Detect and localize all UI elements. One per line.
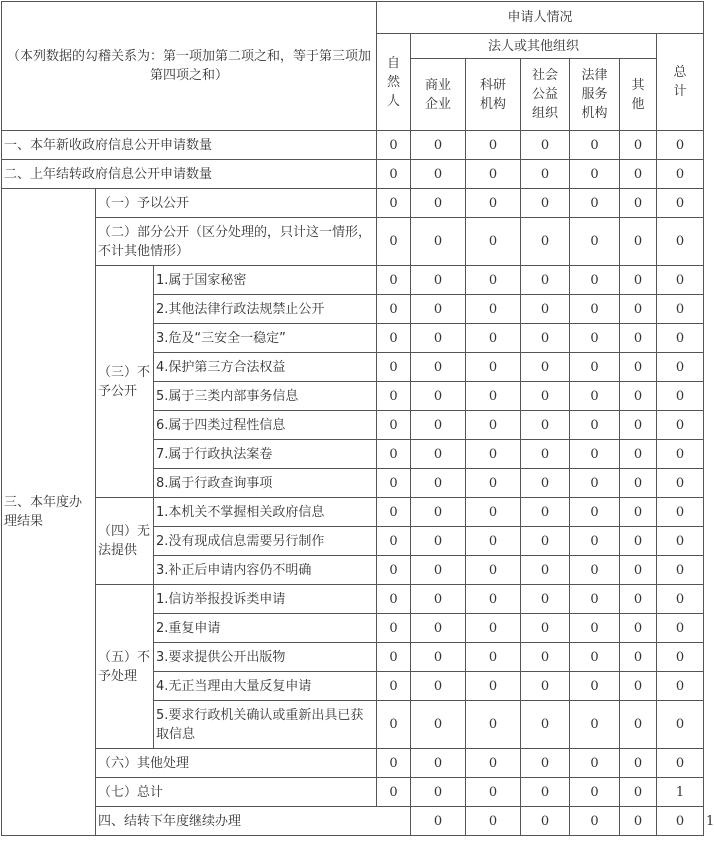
cell-value: 0 bbox=[377, 353, 411, 382]
cell-value: 0 bbox=[570, 218, 620, 266]
cell-value: 0 bbox=[466, 160, 521, 189]
cell-value: 0 bbox=[620, 440, 657, 469]
row-label: 6.属于四类过程性信息 bbox=[154, 411, 377, 440]
cell-value: 0 bbox=[570, 440, 620, 469]
cell-value: 0 bbox=[570, 131, 620, 160]
cell-value: 0 bbox=[657, 585, 704, 614]
cell-value: 0 bbox=[377, 527, 411, 556]
table-row bbox=[2, 218, 704, 266]
table-row bbox=[2, 498, 704, 527]
cell-value: 0 bbox=[620, 749, 657, 778]
cell-value: 0 bbox=[377, 382, 411, 411]
row-label: （七）总计 bbox=[96, 778, 377, 807]
cell-value: 0 bbox=[657, 266, 704, 295]
cell-value: 0 bbox=[466, 353, 521, 382]
cell-value: 0 bbox=[411, 749, 466, 778]
cell-value: 0 bbox=[570, 411, 620, 440]
cell-value: 0 bbox=[620, 672, 657, 701]
cell-value: 0 bbox=[466, 527, 521, 556]
cell-value: 0 bbox=[521, 411, 570, 440]
cell-value: 0 bbox=[411, 266, 466, 295]
cell-value: 0 bbox=[411, 160, 466, 189]
cell-value: 0 bbox=[521, 295, 570, 324]
cell-value: 0 bbox=[620, 701, 657, 749]
cell-value: 0 bbox=[620, 189, 657, 218]
application-results-table bbox=[1, 1, 714, 836]
cell-value: 0 bbox=[521, 556, 570, 585]
cell-value: 0 bbox=[377, 701, 411, 749]
cell-value: 0 bbox=[620, 131, 657, 160]
header-note: （本列数据的勾稽关系为：第一项加第二项之和，等于第三项加第四项之和） bbox=[2, 2, 377, 131]
cell-value: 0 bbox=[657, 131, 704, 160]
cell-value: 0 bbox=[570, 189, 620, 218]
cell-value: 0 bbox=[570, 778, 620, 807]
cell-value: 0 bbox=[570, 614, 620, 643]
cell-value: 0 bbox=[620, 643, 657, 672]
cell-value: 0 bbox=[620, 266, 657, 295]
cell-value: 0 bbox=[570, 469, 620, 498]
cell-value: 0 bbox=[377, 411, 411, 440]
cell-value: 0 bbox=[657, 749, 704, 778]
cell-value: 0 bbox=[411, 498, 466, 527]
cell-value: 0 bbox=[377, 295, 411, 324]
cell-value: 0 bbox=[377, 469, 411, 498]
cell-value: 0 bbox=[411, 585, 466, 614]
cell-value: 0 bbox=[411, 189, 466, 218]
cell-value: 0 bbox=[377, 614, 411, 643]
table-row bbox=[2, 131, 704, 160]
cell-value: 0 bbox=[570, 498, 620, 527]
cell-value: 0 bbox=[521, 131, 570, 160]
cell-value: 0 bbox=[521, 469, 570, 498]
cell-value: 0 bbox=[570, 324, 620, 353]
cell-value: 0 bbox=[620, 218, 657, 266]
cell-value: 0 bbox=[411, 440, 466, 469]
cell-value: 0 bbox=[657, 411, 704, 440]
cell-value: 0 bbox=[411, 469, 466, 498]
cell-value: 0 bbox=[657, 701, 704, 749]
cell-value: 0 bbox=[411, 701, 466, 749]
row-label: 3.补正后申请内容仍不明确 bbox=[154, 556, 377, 585]
cell-value: 0 bbox=[377, 189, 411, 218]
table-row: 四、结转下年度继续办理 0 0 0 0 0 0 1 bbox=[2, 807, 704, 836]
cell-value: 0 bbox=[620, 353, 657, 382]
table-row bbox=[2, 189, 704, 218]
cell-value: 0 bbox=[570, 672, 620, 701]
row-label: 4.无正当理由大量反复申请 bbox=[154, 672, 377, 701]
cell-value: 0 bbox=[411, 131, 466, 160]
cell-value: 0 bbox=[620, 614, 657, 643]
row-label: 1.属于国家秘密 bbox=[154, 266, 377, 295]
cell-value: 0 bbox=[620, 807, 657, 836]
cell-value: 0 bbox=[466, 469, 521, 498]
cell-value: 0 bbox=[657, 527, 704, 556]
cell-value: 0 bbox=[620, 585, 657, 614]
cell-value: 0 bbox=[411, 295, 466, 324]
cell-value: 0 bbox=[657, 672, 704, 701]
cell-value: 0 bbox=[411, 614, 466, 643]
cell-value: 0 bbox=[466, 778, 521, 807]
cell-value: 0 bbox=[521, 498, 570, 527]
cell-value: 0 bbox=[521, 643, 570, 672]
header-natural-person: 自 然 人 bbox=[377, 34, 411, 131]
header-row-1 bbox=[2, 2, 704, 34]
cell-value: 0 bbox=[570, 353, 620, 382]
cell-value: 0 bbox=[570, 382, 620, 411]
cell-value: 0 bbox=[657, 807, 704, 836]
cell-value: 0 bbox=[466, 701, 521, 749]
cell-value: 0 bbox=[466, 218, 521, 266]
cell-value: 0 bbox=[466, 672, 521, 701]
cell-value: 0 bbox=[620, 527, 657, 556]
cell-value: 0 bbox=[377, 498, 411, 527]
cell-value: 0 bbox=[377, 778, 411, 807]
header-legal-service: 法律 服务 机构 bbox=[570, 59, 620, 131]
cell-value: 0 bbox=[620, 160, 657, 189]
cell-value: 0 bbox=[570, 295, 620, 324]
cell-value: 0 bbox=[521, 527, 570, 556]
cell-value: 0 bbox=[521, 701, 570, 749]
row-label: 4.保护第三方合法权益 bbox=[154, 353, 377, 382]
header-total: 总 计 bbox=[657, 34, 704, 131]
header-legal-group: 法人或其他组织 bbox=[411, 34, 657, 59]
cell-value: 0 bbox=[411, 353, 466, 382]
cell-value: 0 bbox=[521, 585, 570, 614]
cell-value: 0 bbox=[521, 807, 570, 836]
cell-value: 0 bbox=[466, 411, 521, 440]
cell-value: 0 bbox=[377, 131, 411, 160]
cell-value: 0 bbox=[466, 585, 521, 614]
cell-value: 0 bbox=[466, 498, 521, 527]
cell-value: 0 bbox=[570, 643, 620, 672]
group-5-label: （五）不予处理 bbox=[96, 585, 154, 749]
cell-value: 0 bbox=[657, 353, 704, 382]
group-3-label: （三）不予公开 bbox=[96, 266, 154, 498]
cell-value: 0 bbox=[570, 807, 620, 836]
cell-value: 0 bbox=[657, 614, 704, 643]
cell-value: 0 bbox=[657, 324, 704, 353]
cell-value: 0 bbox=[411, 411, 466, 440]
cell-value: 0 bbox=[377, 643, 411, 672]
cell-value: 0 bbox=[570, 527, 620, 556]
cell-value: 0 bbox=[570, 701, 620, 749]
cell-value: 0 bbox=[657, 218, 704, 266]
row-label: 5.要求行政机关确认或重新出具已获取信息 bbox=[154, 701, 377, 749]
row-label: 1.本机关不掌握相关政府信息 bbox=[154, 498, 377, 527]
cell-value: 0 bbox=[377, 266, 411, 295]
cell-value: 0 bbox=[620, 498, 657, 527]
cell-value: 0 bbox=[377, 672, 411, 701]
cell-value: 0 bbox=[570, 266, 620, 295]
cell-value: 0 bbox=[620, 778, 657, 807]
row-label: 3.危及“三安全一稳定” bbox=[154, 324, 377, 353]
cell-value: 0 bbox=[466, 295, 521, 324]
cell-value: 0 bbox=[466, 266, 521, 295]
cell-value: 0 bbox=[377, 749, 411, 778]
row-label: 8.属于行政查询事项 bbox=[154, 469, 377, 498]
row-label: 2.没有现成信息需要另行制作 bbox=[154, 527, 377, 556]
cell-value: 0 bbox=[521, 778, 570, 807]
cell-value: 0 bbox=[411, 672, 466, 701]
cell-value: 0 bbox=[620, 382, 657, 411]
cell-value: 0 bbox=[466, 749, 521, 778]
cell-value: 0 bbox=[620, 411, 657, 440]
cell-value: 0 bbox=[411, 527, 466, 556]
cell-value: 0 bbox=[521, 672, 570, 701]
cell-value: 0 bbox=[466, 324, 521, 353]
cell-value: 0 bbox=[377, 218, 411, 266]
cell-value: 0 bbox=[620, 324, 657, 353]
cell-value: 0 bbox=[521, 749, 570, 778]
header-commercial: 商业 企业 bbox=[411, 59, 466, 131]
cell-value: 0 bbox=[411, 218, 466, 266]
cell-value: 0 bbox=[657, 440, 704, 469]
cell-value: 0 bbox=[521, 218, 570, 266]
cell-value: 0 bbox=[570, 749, 620, 778]
cell-value: 0 bbox=[466, 440, 521, 469]
cell-value: 0 bbox=[466, 614, 521, 643]
cell-value: 0 bbox=[657, 469, 704, 498]
row-label: 二、上年结转政府信息公开申请数量 bbox=[2, 160, 377, 189]
cell-value: 0 bbox=[657, 295, 704, 324]
cell-value: 0 bbox=[570, 160, 620, 189]
row-label: 5.属于三类内部事务信息 bbox=[154, 382, 377, 411]
group-4-label: （四）无法提供 bbox=[96, 498, 154, 585]
header-research: 科研 机构 bbox=[466, 59, 521, 131]
row-label: 1.信访举报投诉类申请 bbox=[154, 585, 377, 614]
cell-value: 0 bbox=[466, 556, 521, 585]
table-row bbox=[2, 160, 704, 189]
cell-value: 0 bbox=[620, 295, 657, 324]
cell-value: 0 bbox=[521, 189, 570, 218]
cell-value: 0 bbox=[521, 353, 570, 382]
cell-value: 0 bbox=[466, 643, 521, 672]
table-row bbox=[2, 585, 704, 614]
row-label: （一）予以公开 bbox=[96, 189, 377, 218]
cell-value: 0 bbox=[377, 160, 411, 189]
row-label: （二）部分公开（区分处理的，只计这一情形，不计其他情形） bbox=[96, 218, 377, 266]
cell-value: 0 bbox=[521, 160, 570, 189]
cell-value: 0 bbox=[570, 585, 620, 614]
cell-value: 0 bbox=[521, 382, 570, 411]
cell-value: 0 bbox=[657, 382, 704, 411]
cell-value: 0 bbox=[411, 643, 466, 672]
row-label: 7.属于行政执法案卷 bbox=[154, 440, 377, 469]
cell-value: 0 bbox=[411, 556, 466, 585]
cell-value: 0 bbox=[521, 440, 570, 469]
cell-value: 0 bbox=[377, 440, 411, 469]
cell-value: 0 bbox=[657, 160, 704, 189]
cell-value: 0 bbox=[620, 469, 657, 498]
header-social: 社会 公益 组织 bbox=[521, 59, 570, 131]
cell-value: 0 bbox=[657, 556, 704, 585]
section-3-label: 三、本年度办理结果 bbox=[2, 189, 96, 836]
header-applicant: 申请人情况 bbox=[377, 2, 704, 34]
cell-value: 0 bbox=[466, 189, 521, 218]
cell-value: 0 bbox=[466, 382, 521, 411]
row-label: 2.重复申请 bbox=[154, 614, 377, 643]
row-label: 四、结转下年度继续办理 bbox=[96, 807, 411, 836]
table-row bbox=[2, 778, 704, 807]
cell-value: 0 bbox=[411, 778, 466, 807]
cell-value: 0 bbox=[657, 498, 704, 527]
cell-value: 0 bbox=[657, 643, 704, 672]
row-label: 3.要求提供公开出版物 bbox=[154, 643, 377, 672]
cell-value: 0 bbox=[521, 324, 570, 353]
cell-value: 0 bbox=[377, 585, 411, 614]
cell-value: 0 bbox=[521, 614, 570, 643]
cell-value: 0 bbox=[377, 324, 411, 353]
table-row bbox=[2, 266, 704, 295]
row-label: 2.其他法律行政法规禁止公开 bbox=[154, 295, 377, 324]
cell-value: 0 bbox=[466, 807, 521, 836]
cell-value: 0 bbox=[521, 266, 570, 295]
table-row bbox=[2, 749, 704, 778]
cell-value: 0 bbox=[411, 807, 466, 836]
cell-value: 0 bbox=[620, 556, 657, 585]
header-other: 其 他 bbox=[620, 59, 657, 131]
cell-value: 0 bbox=[411, 324, 466, 353]
row-label: （六）其他处理 bbox=[96, 749, 377, 778]
cell-value: 0 bbox=[657, 189, 704, 218]
cell-value: 0 bbox=[411, 382, 466, 411]
cell-value: 0 bbox=[570, 556, 620, 585]
cell-value: 0 bbox=[466, 131, 521, 160]
cell-value: 0 bbox=[377, 556, 411, 585]
row-label: 一、本年新收政府信息公开申请数量 bbox=[2, 131, 377, 160]
cell-value: 1 bbox=[657, 778, 704, 807]
